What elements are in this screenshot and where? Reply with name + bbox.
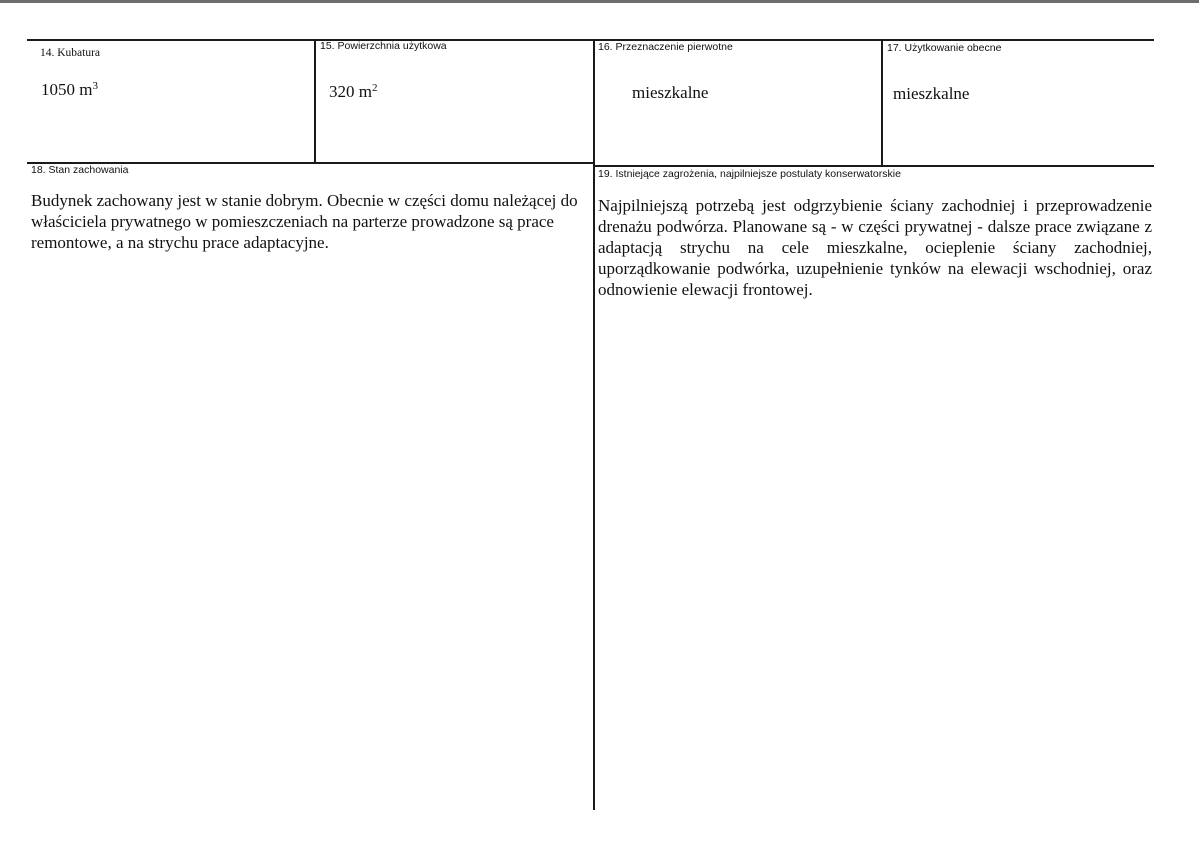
- field-19-text: Najpilniejszą potrzebą jest odgrzybienie ściany zachodniej i przeprowadzenie drenażu podwórza. Planowane są - w części prywatnej - dalsze prace związane z adaptacją strychu na cele mieszkalne, ocieplenie ściany zachodniej, uporządkowanie podwórka, uzupełnienie tynków na elewacji wschodniej, oraz odnowienie elewacji frontowej.: [598, 196, 1152, 299]
- field-16-label: 16. Przeznaczenie pierwotne: [598, 41, 733, 53]
- field-15-number: 320 m: [329, 82, 372, 101]
- grid-line-v1: [314, 39, 316, 163]
- grid-line-v3: [881, 39, 883, 166]
- field-14-unit-exponent: 3: [92, 80, 98, 92]
- field-19-label: 19. Istniejące zagrożenia, najpilniejsze postulaty konserwatorskie: [598, 168, 901, 180]
- grid-line-top: [27, 39, 1154, 41]
- field-14-value: [41, 79, 98, 100]
- field-15-value: [329, 81, 377, 102]
- field-14-number: 1050 m: [41, 80, 93, 99]
- field-16-value: mieszkalne: [632, 83, 709, 102]
- grid-line-v2: [593, 39, 595, 810]
- field-18-text: Budynek zachowany jest w stanie dobrym. Obecnie w części domu należącej do właściciela prywatnego w pomieszczeniach na parterze prowadzone są prace remontowe, a na strychu prace adaptacyjne.: [31, 191, 578, 252]
- field-17-value: mieszkalne: [893, 84, 970, 103]
- grid-line-middle-right: [594, 165, 1154, 167]
- field-14-label: 14. Kubatura: [40, 47, 101, 59]
- field-15-label: 15. Powierzchnia użytkowa: [320, 40, 447, 52]
- field-15-unit-exponent: 2: [371, 82, 378, 94]
- field-18-label: 18. Stan zachowania: [31, 164, 129, 176]
- field-17-label: 17. Użytkowanie obecne: [887, 42, 1002, 54]
- scan-edge: [0, 0, 1199, 3]
